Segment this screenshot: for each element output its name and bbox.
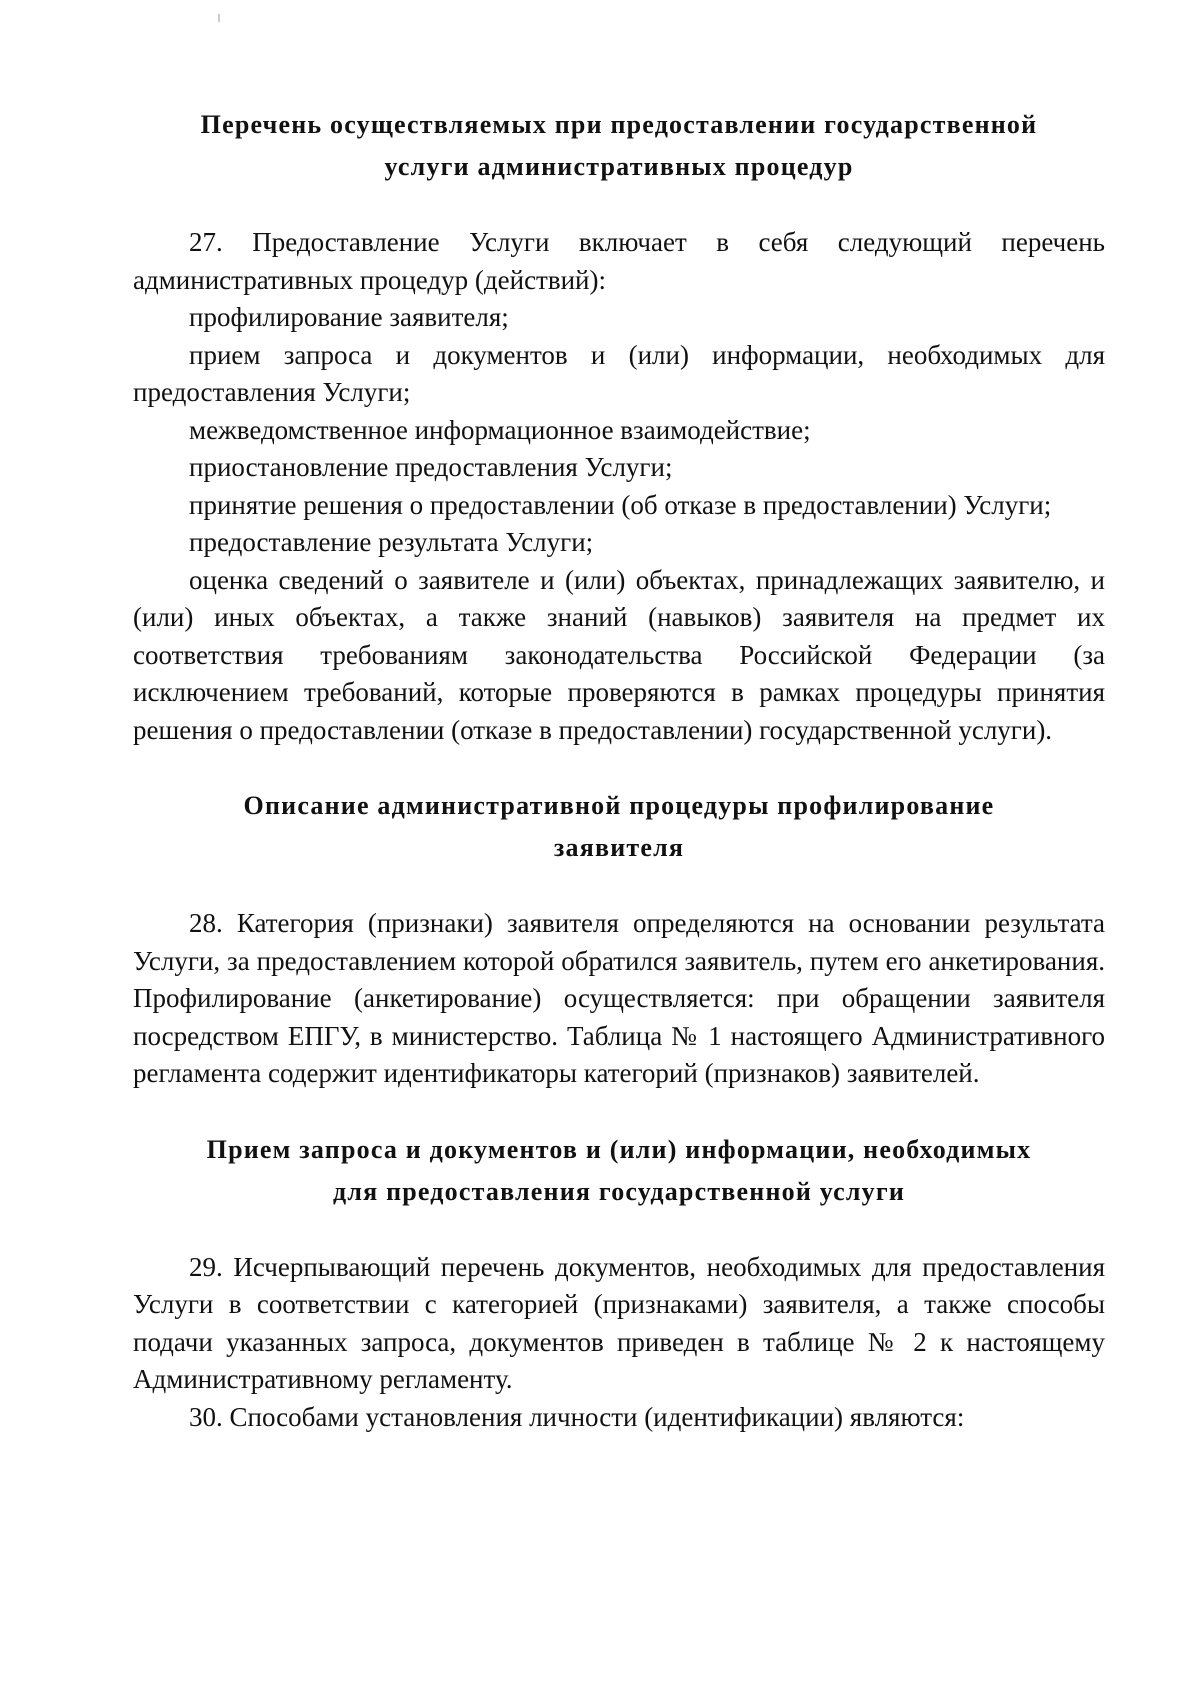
list-item-suspension: приостановление предоставления Услуги; bbox=[189, 452, 673, 482]
heading-line: Прием запроса и документов и (или) информации, необходимых bbox=[206, 1134, 1032, 1164]
heading-line: заявителя bbox=[553, 833, 685, 862]
list-item-interagency: межведомственное информационное взаимодействие; bbox=[189, 414, 811, 445]
document-body bbox=[133, 104, 1105, 1436]
section-heading-profiling bbox=[133, 785, 1105, 869]
scan-mark bbox=[218, 14, 220, 22]
section-heading-procedures-list bbox=[133, 104, 1105, 188]
list-item-decision: принятие решения о предоставлении (об отказе в предоставлении) Услуги; bbox=[189, 489, 1052, 520]
section-heading-request-intake bbox=[133, 1129, 1105, 1213]
paragraph-28: 28. Категория (признаки) заявителя определяются на основании результата Услуги, за предоставлением которой обратился заявитель, путем его анкетирования. Профилирование (анкетирование) осуществляется: при обращении заявителя посредством ЕПГУ, в министерство. Таблица № 1 настоящего Административного регламента содержит идентификаторы категорий (признаков) заявителей. bbox=[133, 908, 1105, 1088]
paragraph-29: 29. Исчерпывающий перечень документов, необходимых для предоставления Услуги в соответствии с категорией (признаками) заявителя, а также способы подачи указанных запроса, документов приведен в таблице № 2 к настоящему Административному регламенту. bbox=[133, 1251, 1105, 1394]
list-item-request-intake: прием запроса и документов и (или) информации, необходимых для предоставления Услуги; bbox=[133, 339, 1105, 407]
list-item-result: предоставление результата Услуги; bbox=[189, 527, 594, 557]
heading-line: для предоставления государственной услуги bbox=[332, 1176, 906, 1206]
heading-line: услуги административных процедур bbox=[384, 152, 854, 181]
list-item-profiling: профилирование заявителя; bbox=[189, 302, 509, 332]
paragraph-30: 30. Способами установления личности (идентификации) являются: bbox=[189, 1401, 965, 1432]
heading-line: Перечень осуществляемых при предоставлении государственной bbox=[200, 110, 1038, 139]
heading-line: Описание административной процедуры профилирование bbox=[243, 791, 995, 820]
list-item-assessment: оценка сведений о заявителе и (или) объектах, принадлежащих заявителю, и (или) иных объектах, а также знаний (навыков) заявителя на предмет их соответствия требованиям законодательства Российской Федерации (за исключением требований, которые проверяются в рамках процедуры принятия решения о предоставлении (отказе в предоставлении) государственной услуги). bbox=[133, 564, 1105, 745]
paragraph-27: 27. Предоставление Услуги включает в себя следующий перечень административных процедур (действий): bbox=[133, 227, 1105, 295]
